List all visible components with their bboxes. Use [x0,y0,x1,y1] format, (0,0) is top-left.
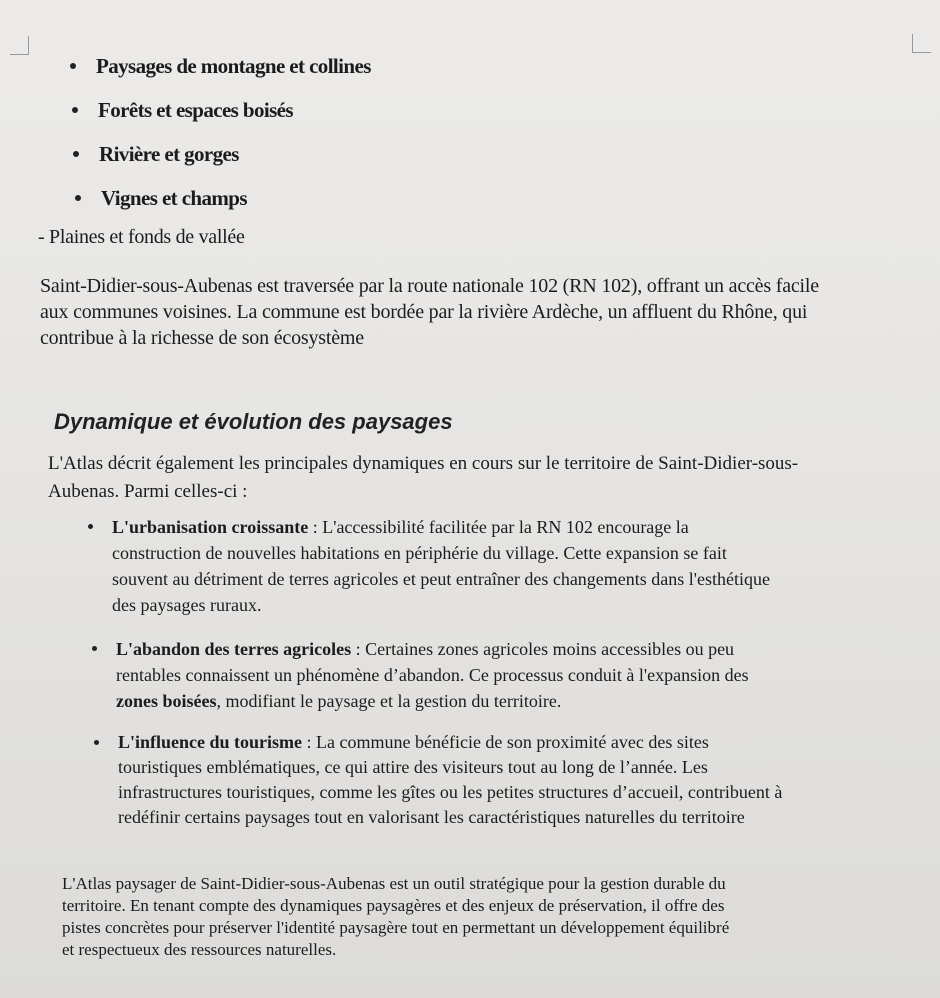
page-corner-marker-right [912,34,931,53]
paragraph-line: contribue à la richesse de son écosystème [40,327,364,349]
item-line: construction de nouvelles habitations en périphérie du village. Cette expansion se fait [112,543,727,563]
paragraph-line: L'Atlas paysager de Saint-Didier-sous-Aubenas est un outil stratégique pour la gestion durable du [62,874,726,893]
section-heading: Dynamique et évolution des paysages [54,409,453,434]
paragraph-access [40,273,910,351]
item-line: souvent au détriment de terres agricoles et peut entraîner des changements dans l'esthétique [112,569,771,589]
item-description: : Certaines zones agricoles moins accessibles ou peu [351,639,735,659]
paragraph-line: Aubenas. Parmi celles-ci : [48,481,248,502]
item-bold-phrase: zones boisées [116,691,217,711]
item-description: : L'accessibilité facilitée par la RN 102 encourage la [308,517,689,537]
bullet-icon [73,151,79,157]
paragraph-line: Saint-Didier-sous-Aubenas est traversée par la route nationale 102 (RN 102), offrant un accès facile [40,275,819,297]
paragraph-line: pistes concrètes pour préserver l'identité paysagère tout en permettant un développement équilibré [62,918,730,937]
item-line: infrastructures touristiques, comme les gîtes ou les petites structures d’accueil, contribuent à [118,782,783,802]
list-item-text: Rivière et gorges [99,142,239,166]
bullet-icon [75,195,81,201]
list-item-text: Vignes et champs [101,186,247,210]
item-line: touristiques emblématiques, ce qui attire des visiteurs tout au long de l’année. Les [118,757,708,777]
intro-paragraph [48,450,798,506]
item-first-line [118,730,782,755]
item-first-line [116,636,749,662]
paragraph-line: aux communes voisines. La commune est bordée par la rivière Ardèche, un affluent du Rhône, qui [40,301,808,323]
paragraph-line: et respectueux des ressources naturelles. [62,940,337,959]
page-corner-marker-left [10,36,29,55]
list-item-text [112,514,770,618]
bullet-icon [94,740,99,745]
item-term: L'urbanisation croissante [112,517,309,537]
list-item-text: Paysages de montagne et collines [96,54,371,78]
bullet-icon [92,646,97,651]
paragraph-line: L'Atlas décrit également les principales dynamiques en cours sur le territoire de Saint-Didier-sous- [48,453,799,474]
item-line: rentables connaissent un phénomène d’abandon. Ce processus conduit à l'expansion des [116,665,749,685]
item-line-rest: , modifiant le paysage et la gestion du territoire. [216,691,562,711]
bullet-icon [88,524,93,529]
item-line: des paysages ruraux. [112,595,262,615]
list-item-text: Forêts et espaces boisés [98,98,293,122]
list-item-text [116,636,749,714]
item-line [116,688,749,714]
item-term: L'influence du tourisme [118,732,303,752]
bullet-icon [72,107,78,113]
list-item-text [118,730,782,830]
item-term: L'abandon des terres agricoles [116,639,352,659]
paragraph-line: territoire. En tenant compte des dynamiques paysagères et des enjeux de préservation, il offre des [62,896,725,915]
bullet-icon [70,63,76,69]
item-description: : La commune bénéficie de son proximité avec des sites [302,732,709,752]
item-line: redéfinir certains paysages tout en valorisant les caractéristiques naturelles du territoire [118,807,745,827]
dash-list-item: - Plaines et fonds de vallée [38,226,245,248]
conclusion-paragraph [62,873,729,961]
item-first-line [112,514,770,540]
